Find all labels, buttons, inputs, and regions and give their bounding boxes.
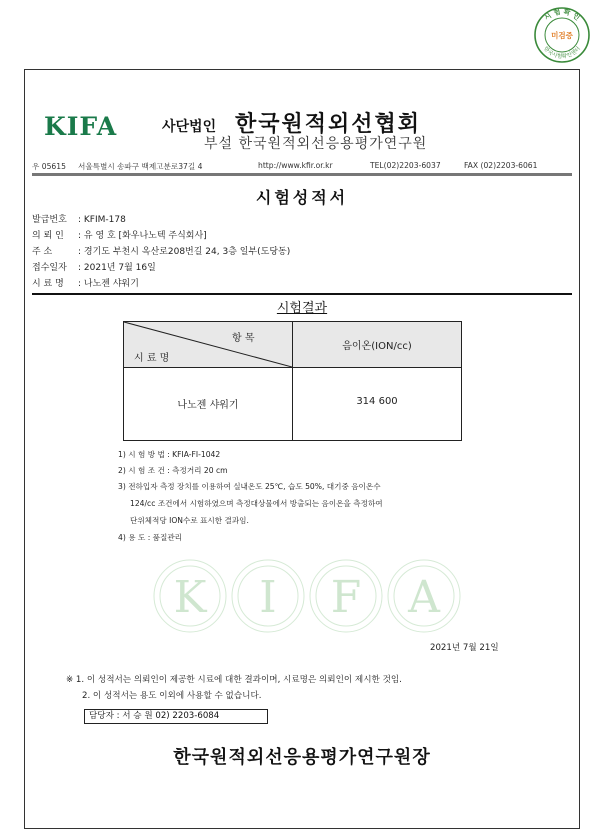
header-divider — [32, 173, 572, 176]
org-name: 한국원적외선협회 — [235, 112, 422, 137]
tel: TEL(02)2203-6037 — [370, 161, 441, 170]
info-value: : 유 영 호 [화우나노텍 주식회사] — [78, 231, 207, 241]
contact-box: 담당자 : 서 승 원 02) 2203-6084 — [84, 709, 268, 724]
svg-text:I: I — [259, 572, 277, 623]
svg-text:K: K — [173, 572, 207, 623]
footer-note-2: 2. 이 성적서는 용도 이외에 사용할 수 없습니다. — [82, 691, 262, 701]
note-detail-2: 124/cc 조건에서 시험하였으며 측정대상물에서 방출되는 음이온을 측정하여 — [130, 499, 383, 508]
postal-code: 우 05615 — [32, 162, 66, 171]
info-client — [32, 228, 207, 241]
info-label: 의 뢰 인 — [32, 231, 64, 241]
org-subtitle: 부설 한국원적외선응용평가연구원 — [204, 136, 428, 152]
header-item-label: 항 목 — [232, 333, 255, 344]
info-sample-name — [32, 276, 139, 289]
director-signature: 한국원적외선응용평가연구원장 — [173, 747, 431, 768]
svg-text:한국시험확인센터: 한국시험확인센터 — [542, 45, 582, 61]
note-conditions: 2) 시 험 조 건 : 측정거리 20 cm — [118, 466, 228, 475]
results-table — [123, 321, 462, 441]
kifa-watermark — [140, 548, 470, 638]
issue-date: 2021년 7월 21일 — [430, 643, 499, 653]
info-label: 시 료 명 — [32, 279, 64, 289]
sample-name-cell: 나노젠 샤워기 — [177, 400, 239, 411]
note-detail-1: 3) 전하입자 측정 장치를 이용하여 실내온도 25℃, 습도 50%, 대기중 음이온수 — [118, 482, 381, 491]
info-received-date — [32, 260, 156, 273]
info-label: 주 소 — [32, 247, 53, 257]
fax: FAX (02)2203-6061 — [464, 161, 538, 170]
info-label: 발급번호 — [32, 215, 67, 225]
footer-note-1: ※ 1. 이 성적서는 의뢰인이 제공한 시료에 대한 결과이며, 시료명은 의뢰인이 제시한 것임. — [66, 675, 402, 685]
org-prefix: 사단법인 — [162, 119, 217, 135]
note-detail-3: 단위체적당 ION수로 표시한 결과임. — [130, 516, 249, 525]
info-issue-number — [32, 212, 126, 225]
info-label: 접수일자 — [32, 263, 67, 273]
info-address — [32, 244, 290, 257]
header-sample-label: 시 료 명 — [134, 353, 170, 364]
svg-text:시 험 확 인: 시 험 확 인 — [542, 7, 582, 23]
info-value: : KFIM-178 — [78, 215, 126, 225]
address: 서울특별시 송파구 백제고분로37길 4 — [78, 162, 203, 171]
info-divider — [32, 293, 572, 295]
certification-seal — [533, 6, 591, 64]
results-title: 시험결과 — [276, 301, 328, 316]
svg-text:F: F — [330, 572, 362, 623]
info-value: : 나노젠 샤워기 — [78, 279, 139, 289]
svg-text:A: A — [408, 572, 440, 623]
kifa-logo: KIFA — [44, 112, 118, 141]
document-title: 시험성적서 — [255, 188, 349, 207]
note-purpose: 4) 용 도 : 품질관리 — [118, 533, 183, 542]
svg-text:미검증: 미검증 — [551, 31, 573, 40]
anion-value-cell: 314 600 — [356, 396, 398, 407]
header-anion-label: 음이온(ION/cc) — [342, 341, 412, 352]
website: http://www.kfir.or.kr — [258, 161, 333, 170]
note-method: 1) 시 험 방 법 : KFIA-FI-1042 — [118, 450, 221, 459]
info-value: : 2021년 7월 16일 — [78, 263, 156, 273]
info-value: : 경기도 부천시 옥산로208번길 24, 3층 일부(도당동) — [78, 247, 291, 257]
